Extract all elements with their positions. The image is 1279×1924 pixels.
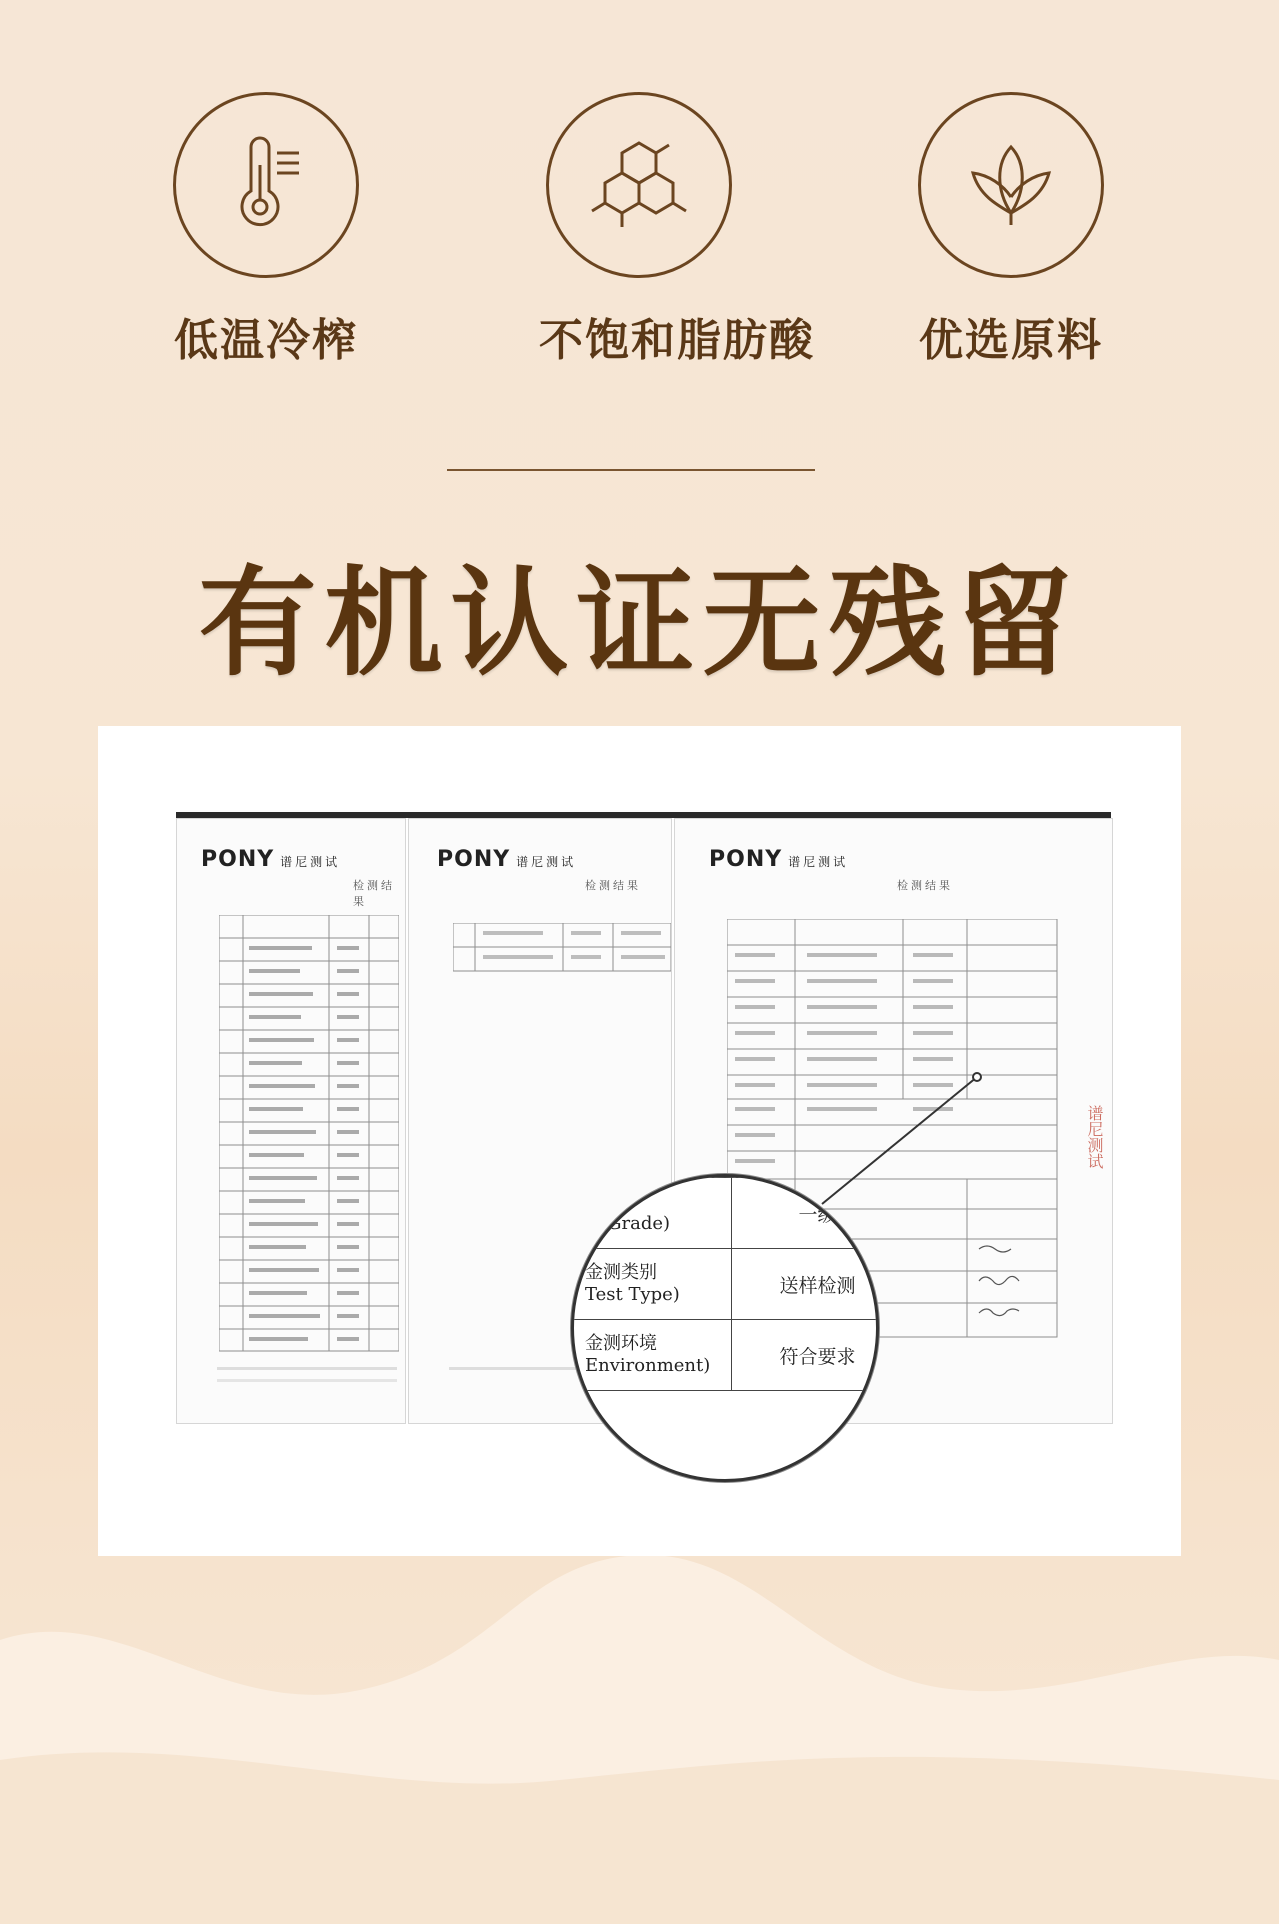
feature-label: 不饱和脂肪酸 (539, 315, 815, 366)
pony-logo: PONY 谱尼测试 (709, 847, 849, 872)
feature-unsaturated-fatty-acid (539, 92, 815, 368)
divider (447, 469, 815, 471)
feature-label: 优选原料 (919, 315, 1103, 366)
page-title: 检测结果 (353, 879, 395, 908)
feature-circle (173, 92, 359, 278)
magnifier-circle (571, 1174, 879, 1482)
feature-circle (918, 92, 1104, 278)
magnified-row: 金测类别 Test Type) 送样检测 (571, 1249, 879, 1320)
pony-logo: PONY 谱尼测试 (201, 847, 341, 872)
page-title: 检测结果 (585, 879, 641, 892)
feature-cold-press (166, 92, 366, 368)
pony-logo: PONY 谱尼测试 (437, 847, 577, 872)
headline: 有机认证无残留 (198, 554, 1081, 692)
footer-line (217, 1379, 397, 1382)
report-page-1 (176, 818, 406, 1424)
footer-line (217, 1367, 397, 1370)
page-title: 检测结果 (897, 879, 953, 892)
results-table (219, 915, 399, 1355)
feature-circle (546, 92, 732, 278)
red-stamp-mark: 谱尼测试 (1085, 1105, 1104, 1169)
feature-label: 低温冷榨 (174, 315, 358, 366)
results-table-short (453, 923, 672, 983)
magnified-row: 金测环境 Environment) 符合要求 (571, 1320, 879, 1391)
feature-selected-ingredients (911, 92, 1111, 368)
magnified-table (571, 1177, 879, 1391)
magnified-row: 等级 le Grade) 一级 (571, 1178, 879, 1249)
